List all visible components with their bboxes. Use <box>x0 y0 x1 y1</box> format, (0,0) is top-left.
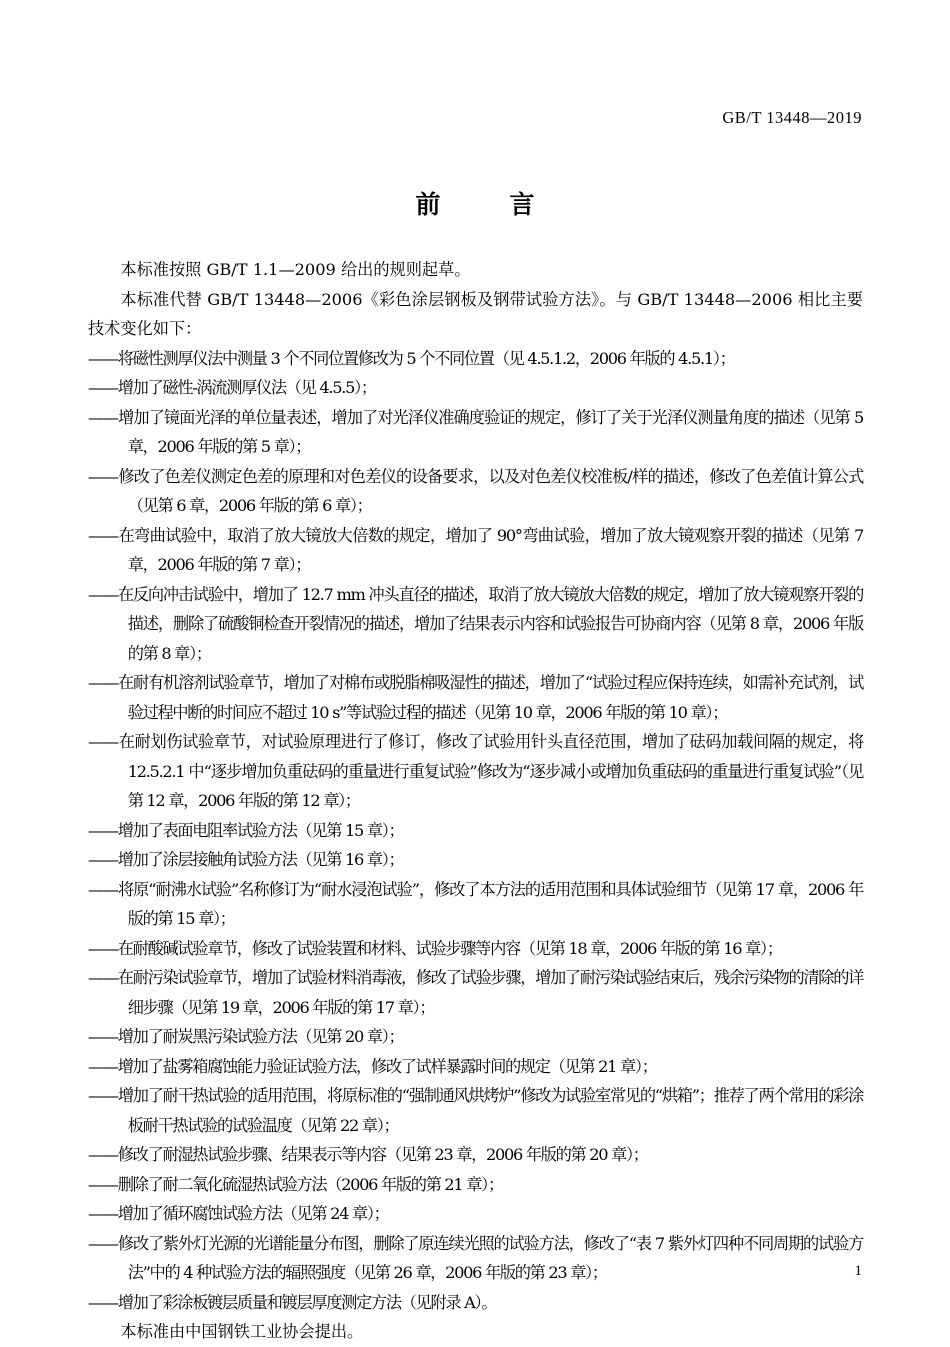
foreword-change-item: ——在耐污染试验章节，增加了试验材料消毒液，修改了试验步骤，增加了耐污染试验结束后，残余污染物的清除的详细步骤（见第 19 章，2006 年版的第 17 章）； <box>88 968 863 1017</box>
foreword-change-item: ——增加了彩涂板镀层质量和镀层厚度测定方法（见附录 A）。 <box>88 1292 497 1312</box>
foreword-paragraph: 本标准代替 GB/T 13448—2006《彩色涂层钢板及钢带试验方法》。与 GB/T 13448—2006 相比主要技术变化如下： <box>88 289 863 338</box>
foreword-change-item: ——在弯曲试验中，取消了放大镜放大倍数的规定，增加了 90°弯曲试验，增加了放大镜观察开裂的描述（见第 7 章，2006 年版的第 7 章）； <box>88 525 863 574</box>
foreword-change-item: ——在耐划伤试验章节，对试验原理进行了修订，修改了试验用针头直径范围，增加了砝码加载间隔的规定，将 12.5.2.1 中“逐步增加负重砝码的重量进行重复试验”修改为“逐步减小或增加负重砝码的重量进行重复试验”（见第 12 章，2006 年版的第 12 章）； <box>88 732 863 810</box>
foreword-change-item: ——修改了色差仪测定色差的原理和对色差仪的设备要求，以及对色差仪校准板/样的描述，修改了色差值计算公式（见第 6 章，2006 年版的第 6 章）； <box>88 466 863 515</box>
foreword-body <box>88 255 863 1347</box>
page-number: 1 <box>854 1263 862 1279</box>
foreword-change-item: ——将原“耐沸水试验”名称修订为“耐水浸泡试验”，修改了本方法的适用范围和具体试验细节（见第 17 章，2006 年版的第 15 章）； <box>88 879 863 928</box>
foreword-change-item: ——在反向冲击试验中，增加了 12.7 mm 冲头直径的描述，取消了放大镜放大倍数的规定，增加了放大镜观察开裂的描述，删除了硫酸铜检查开裂情况的描述，增加了结果表示内容和试验报告可协商内容（见第 8 章，2006 年版的第 8 章）； <box>88 584 863 663</box>
foreword-change-item: ——增加了盐雾箱腐蚀能力验证试验方法，修改了试样暴露时间的规定（见第 21 章）； <box>88 1056 657 1076</box>
foreword-change-item: ——增加了循环腐蚀试验方法（见第 24 章）； <box>88 1204 389 1223</box>
foreword-change-item: ——修改了耐湿热试验步骤、结果表示等内容（见第 23 章，2006 年版的第 20 章）； <box>88 1145 648 1164</box>
foreword-change-item: ——删除了耐二氧化硫湿热试验方法（2006 年版的第 21 章）； <box>88 1174 503 1194</box>
foreword-change-item: ——增加了涂层接触角试验方法（见第 16 章）； <box>88 850 404 869</box>
foreword-change-item: ——在耐酸碱试验章节，修改了试验装置和材料、试验步骤等内容（见第 18 章，2006 年版的第 16 章）； <box>88 938 782 958</box>
foreword-paragraph: 本标准由中国钢铁工业协会提出。 <box>120 1322 364 1341</box>
foreword-change-item: ——增加了耐炭黑污染试验方法（见第 20 章）； <box>88 1027 404 1046</box>
page-title: 前 言 <box>415 190 557 219</box>
foreword-change-item: ——增加了耐干热试验的适用范围，将原标准的“强制通风烘烤炉”修改为试验室常见的“烘箱”；推荐了两个常用的彩涂板耐干热试验的试验温度（见第 22 章）； <box>88 1086 863 1135</box>
foreword-paragraph: 本标准按照 GB/T 1.1—2009 给出的规则起草。 <box>120 260 471 279</box>
foreword-change-item: ——增加了镜面光泽的单位量表述，增加了对光泽仪准确度验证的规定，修订了关于光泽仪测量角度的描述（见第 5 章，2006 年版的第 5 章）； <box>88 407 863 456</box>
foreword-change-item: ——修改了紫外灯光源的光谱能量分布图，删除了原连续光照的试验方法，修改了“表 7 紫外灯四种不同周期的试验方法”中的 4 种试验方法的辐照强度（见第 26 章，2006 年版的第 23 章）； <box>88 1233 863 1282</box>
foreword-change-item: ——在耐有机溶剂试验章节，增加了对棉布或脱脂棉吸湿性的描述，增加了“试验过程应保持连续，如需补充试剂，试验过程中断的时间应不超过 10 s”等试验过程的描述（见第 10 章，2006 年版的第 10 章）； <box>88 673 863 722</box>
foreword-change-item: ——增加了磁性-涡流测厚仪法（见 4.5.5）； <box>88 378 376 397</box>
foreword-change-item: ——增加了表面电阻率试验方法（见第 15 章）； <box>88 820 404 840</box>
foreword-change-item: ——将磁性测厚仪法中测量 3 个不同位置修改为 5 个不同位置（见 4.5.1.2，2006 年版的 4.5.1）； <box>88 348 735 368</box>
page-header-standard-number: GB/T 13448—2019 <box>722 108 862 127</box>
